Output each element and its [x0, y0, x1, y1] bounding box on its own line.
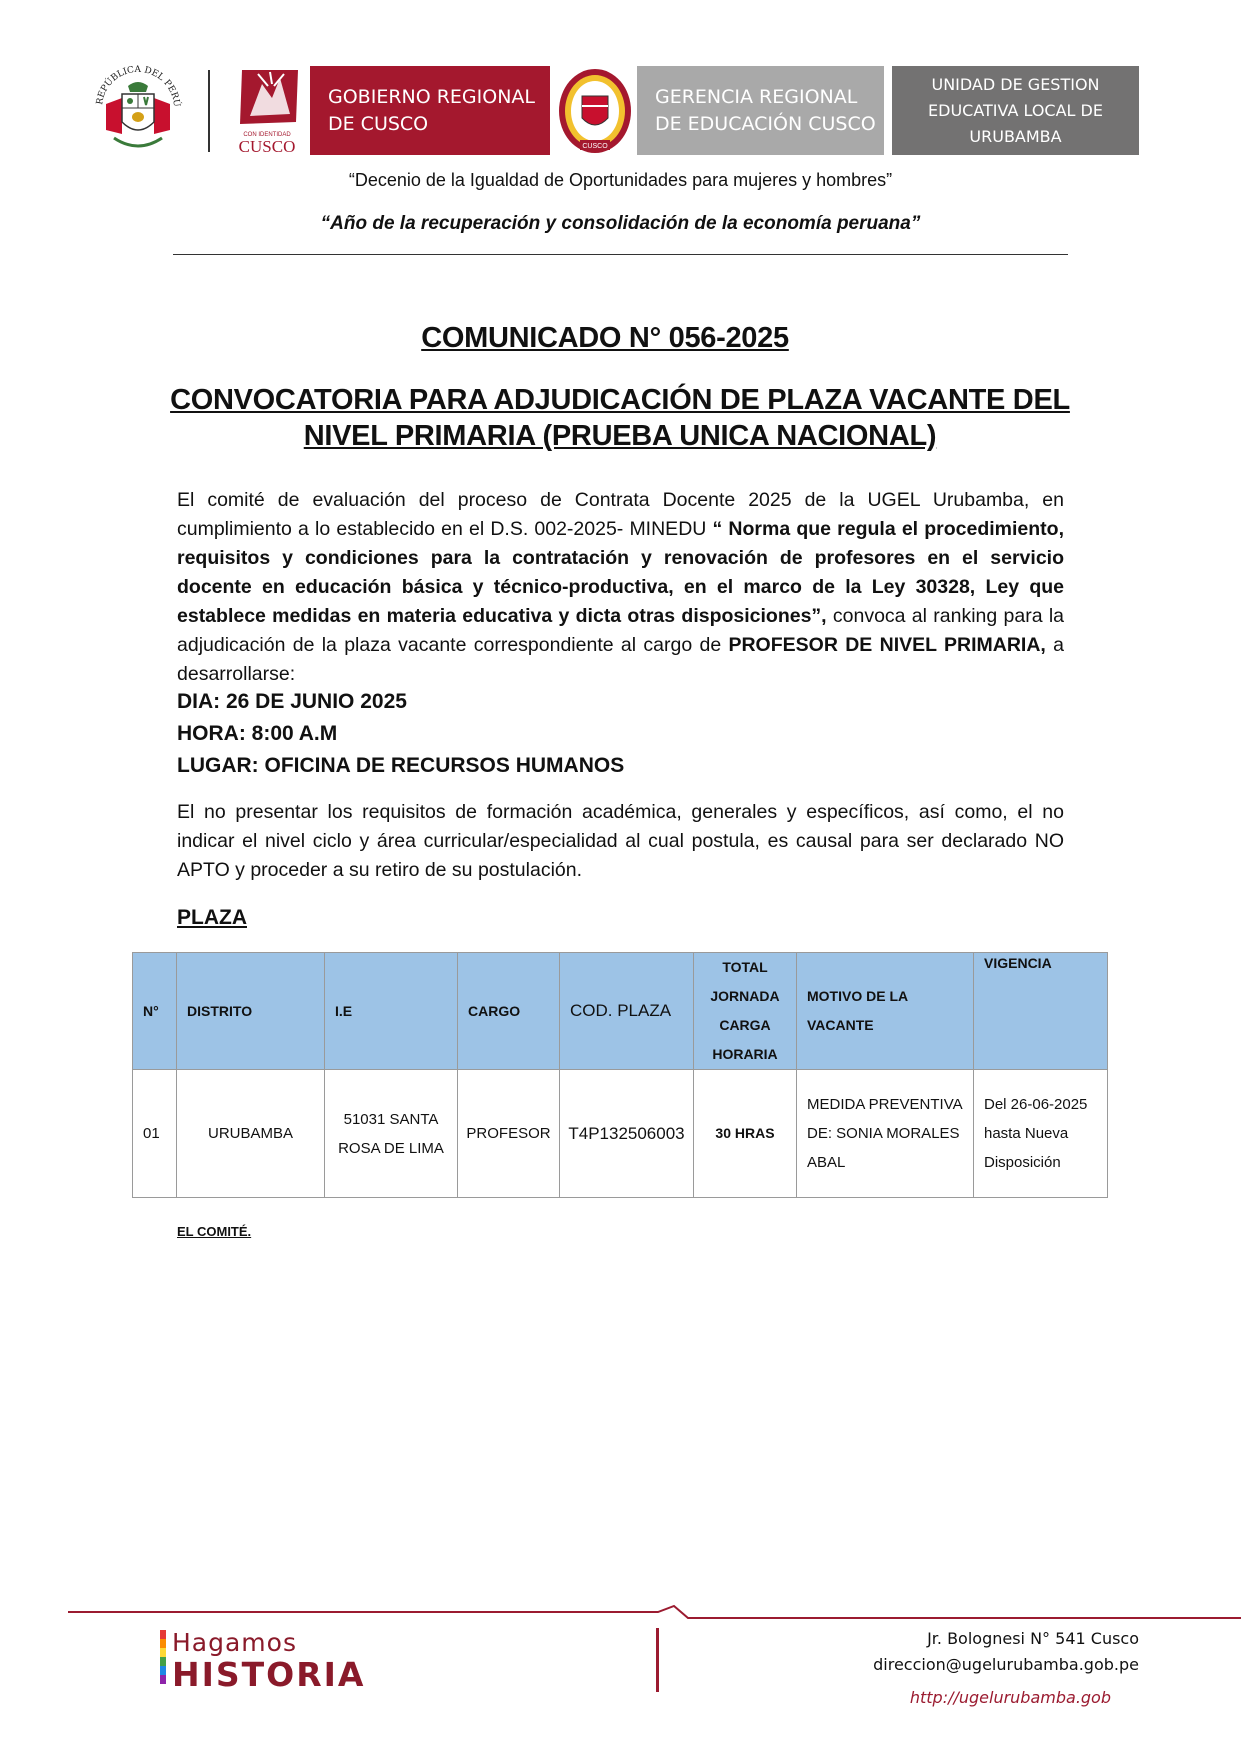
hora-line: HORA: 8:00 A.M	[177, 722, 338, 745]
footer-separator	[656, 1628, 659, 1692]
ugel-line-3: URUBAMBA	[969, 126, 1062, 146]
header-motivo-line-1: MOTIVO DE LA	[807, 988, 909, 1004]
gobierno-line-2: DE CUSCO	[328, 112, 429, 135]
gerencia-education-seal	[556, 66, 634, 156]
cell-ie	[325, 1070, 458, 1198]
header-jornada-line-2: JORNADA	[710, 988, 780, 1004]
cell-distrito: URUBAMBA	[177, 1070, 325, 1198]
header-jornada-line-4: HORARIA	[712, 1046, 778, 1062]
header-vigencia: VIGENCIA	[974, 953, 1108, 1070]
table-row	[133, 1070, 1108, 1198]
header-separator	[208, 70, 210, 152]
cell-vigencia-line-1: Del 26-06-2025	[984, 1096, 1088, 1113]
svg-text:CUSCO: CUSCO	[238, 137, 296, 156]
header-ie: I.E	[325, 953, 458, 1070]
document-title: COMUNICADO N° 056-2025	[421, 322, 789, 354]
cell-ie-line-1: 51031 SANTA	[343, 1110, 439, 1128]
gerencia-regional-box	[637, 66, 884, 155]
decenio-slogan: “Decenio de la Igualdad de Oportunidades para mujeres y hombres”	[348, 170, 893, 190]
plaza-table	[132, 952, 1108, 1198]
svg-text:REPÚBLICA DEL PERÚ: REPÚBLICA DEL PERÚ	[95, 64, 182, 108]
header-jornada	[694, 953, 797, 1070]
cell-vigencia-line-3: Disposición	[984, 1154, 1061, 1171]
cell-vigencia	[974, 1070, 1108, 1198]
footer-address: Jr. Bolognesi N° 541 Cusco	[927, 1629, 1139, 1648]
gobierno-regional-box	[310, 66, 550, 155]
header-distrito: DISTRITO	[177, 953, 325, 1070]
cell-n: 01	[133, 1070, 177, 1198]
gobierno-line-1: GOBIERNO REGIONAL	[328, 85, 536, 108]
intro-part-3: a desarrollarse:	[177, 634, 1064, 685]
header-cod-plaza: COD. PLAZA	[560, 953, 694, 1070]
hagamos-text: Hagamos	[172, 1628, 297, 1657]
svg-text:CON IDENTIDAD: CON IDENTIDAD	[243, 132, 291, 138]
ugel-line-1: UNIDAD DE GESTION	[931, 74, 1100, 94]
footer-url-link[interactable]: http://ugelurubamba.gob	[909, 1688, 1111, 1707]
document-subtitle: CONVOCATORIA PARA ADJUDICACIÓN DE PLAZA VACANTE DEL NIVEL PRIMARIA (PRUEBA UNICA NACIONAL)	[170, 384, 1070, 452]
plaza-heading: PLAZA	[177, 906, 247, 929]
cell-vigencia-line-2: hasta Nueva	[984, 1125, 1069, 1142]
hagamos-color-bar-icon	[160, 1630, 166, 1684]
gobierno-cusco-logo	[228, 66, 306, 156]
anio-slogan: “Año de la recuperación y consolidación de la economía peruana”	[320, 213, 921, 234]
lugar-line: LUGAR: OFICINA DE RECURSOS HUMANOS	[177, 754, 625, 777]
intro-cargo-bold: PROFESOR DE NIVEL PRIMARIA,	[728, 634, 1046, 656]
cell-cargo: PROFESOR	[458, 1070, 560, 1198]
header-rule	[173, 254, 1068, 255]
cell-motivo	[797, 1070, 974, 1198]
cell-motivo-line-1: MEDIDA PREVENTIVA	[807, 1096, 963, 1113]
header-n: N°	[133, 953, 177, 1070]
header-jornada-line-1: TOTAL	[722, 959, 768, 975]
footer-contact	[873, 1626, 1139, 1678]
requirements-paragraph: El no presentar los requisitos de formación académica, generales y específicos, así como, el no indicar el nivel ciclo y área curricular/especialidad al cual postula, es causal para ser declarado NO APTO y proceder a su retiro de su postulación.	[177, 801, 1064, 881]
ugel-box	[892, 66, 1139, 155]
footer-email[interactable]: direccion@ugelurubamba.gob.pe	[873, 1655, 1139, 1674]
gerencia-line-2: DE EDUCACIÓN CUSCO	[655, 112, 876, 135]
cell-cod-plaza: T4P132506003	[560, 1070, 694, 1198]
table-header-row	[133, 953, 1108, 1070]
gerencia-line-1: GERENCIA REGIONAL	[655, 85, 858, 108]
intro-part-1: El comité de evaluación del proceso de Contrata Docente 2025 de la UGEL Urubamba, en cumplimiento a lo establecido en el D.S. 002-2025- MINEDU	[177, 489, 1064, 540]
header-motivo	[797, 953, 974, 1070]
header-motivo-line-2: VACANTE	[807, 1017, 874, 1033]
cell-jornada: 30 HRAS	[694, 1070, 797, 1198]
header-jornada-line-3: CARGA	[719, 1017, 771, 1033]
dia-line: DIA: 26 DE JUNIO 2025	[177, 690, 407, 713]
cell-ie-line-2: ROSA DE LIMA	[338, 1139, 444, 1157]
svg-text:CUSCO: CUSCO	[582, 143, 608, 150]
cell-motivo-line-2: DE: SONIA MORALES	[807, 1125, 960, 1142]
intro-paragraph	[177, 486, 1064, 689]
comite-signature: EL COMITÉ.	[177, 1224, 252, 1239]
intro-norma-bold: “ Norma que regula el procedimiento, requisitos y condiciones para la contratación y renovación de profesores en el servicio docente en educación básica y técnico-productiva, en el marco de la Ley 30328, Ley que establece medidas en materia educativa y dicta otras disposiciones”,	[177, 518, 1064, 627]
ugel-line-2: EDUCATIVA LOCAL DE	[928, 100, 1103, 120]
header-cargo: CARGO	[458, 953, 560, 1070]
cell-motivo-line-3: ABAL	[807, 1154, 846, 1171]
peru-coat-of-arms-logo	[92, 64, 184, 154]
intro-part-2: convoca al ranking para la adjudicación de la plaza vacante correspondiente al cargo de	[177, 605, 1064, 656]
historia-text: HISTORIA	[172, 1655, 366, 1694]
